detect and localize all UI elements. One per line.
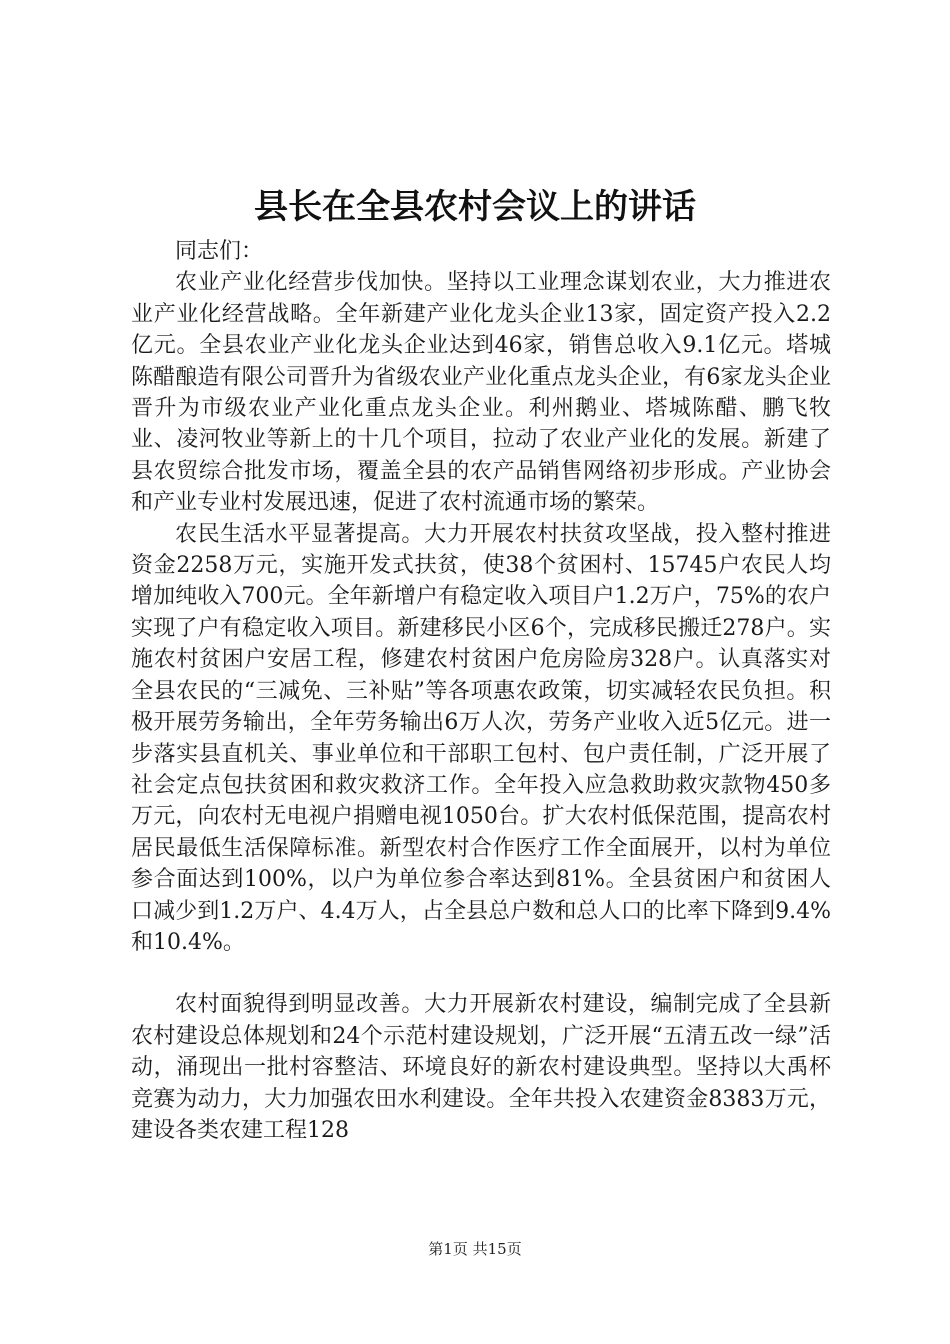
- document-body: [131, 236, 831, 1146]
- page-number: 第1页 共15页: [428, 1240, 522, 1258]
- paragraph-agriculture-industrialization: 农业产业化经营步伐加快。坚持以工业理念谋划农业，大力推进农业产业化经营战略。全年新建产业化龙头企业13家，固定资产投入2.2亿元。全县农业产业化龙头企业达到46家，销售总收入9.1亿元。塔城陈醋酿造有限公司晋升为省级农业产业化重点龙头企业，有6家龙头企业晋升为市级农业产业化重点龙头企业。利州鹅业、塔城陈醋、鹏飞牧业、凌河牧业等新上的十几个项目，拉动了农业产业化的发展。新建了县农贸综合批发市场，覆盖全县的农产品销售网络初步形成。产业协会和产业专业村发展迅速，促进了农村流通市场的繁荣。: [131, 270, 831, 516]
- paragraph-rural-appearance: 农村面貌得到明显改善。大力开展新农村建设，编制完成了全县新农村建设总体规划和24个示范村建设规划，广泛开展“五清五改一绿”活动，涌现出一批村容整洁、环境良好的新农村建设典型。坚持以大禹杯竞赛为动力，大力加强农田水利建设。全年共投入农建资金8383万元，建设各类农建工程128: [131, 992, 831, 1143]
- document-title: 县长在全县农村会议上的讲话: [254, 187, 696, 227]
- paragraph-farmer-living-standards: 农民生活水平显著提高。大力开展农村扶贫攻坚战，投入整村推进资金2258万元，实施开发式扶贫，使38个贫困村、15745户农民人均增加纯收入700元。全年新增户有稳定收入项目户1.2万户，75%的农户实现了户有稳定收入项目。新建移民小区6个，完成移民搬迁278户。实施农村贫困户安居工程，修建农村贫困户危房险房328户。认真落实对全县农民的“三减免、三补贴”等各项惠农政策，切实减轻农民负担。积极开展劳务输出，全年劳务输出6万人次，劳务产业收入近5亿元。进一步落实县直机关、事业单位和干部职工包村、包户责任制，广泛开展了社会定点包扶贫困和救灾救济工作。全年投入应急救助救灾款物450多万元，向农村无电视户捐赠电视1050台。扩大农村低保范围，提高农村居民最低生活保障标准。新型农村合作医疗工作全面展开，以村为单位参合面达到100%，以户为单位参合率达到81%。全县贫困户和贫困人口减少到1.2万户、4.4万人，占全县总户数和总人口的比率下降到9.4%和10.4%。: [131, 521, 831, 955]
- salutation: 同志们：: [175, 239, 264, 264]
